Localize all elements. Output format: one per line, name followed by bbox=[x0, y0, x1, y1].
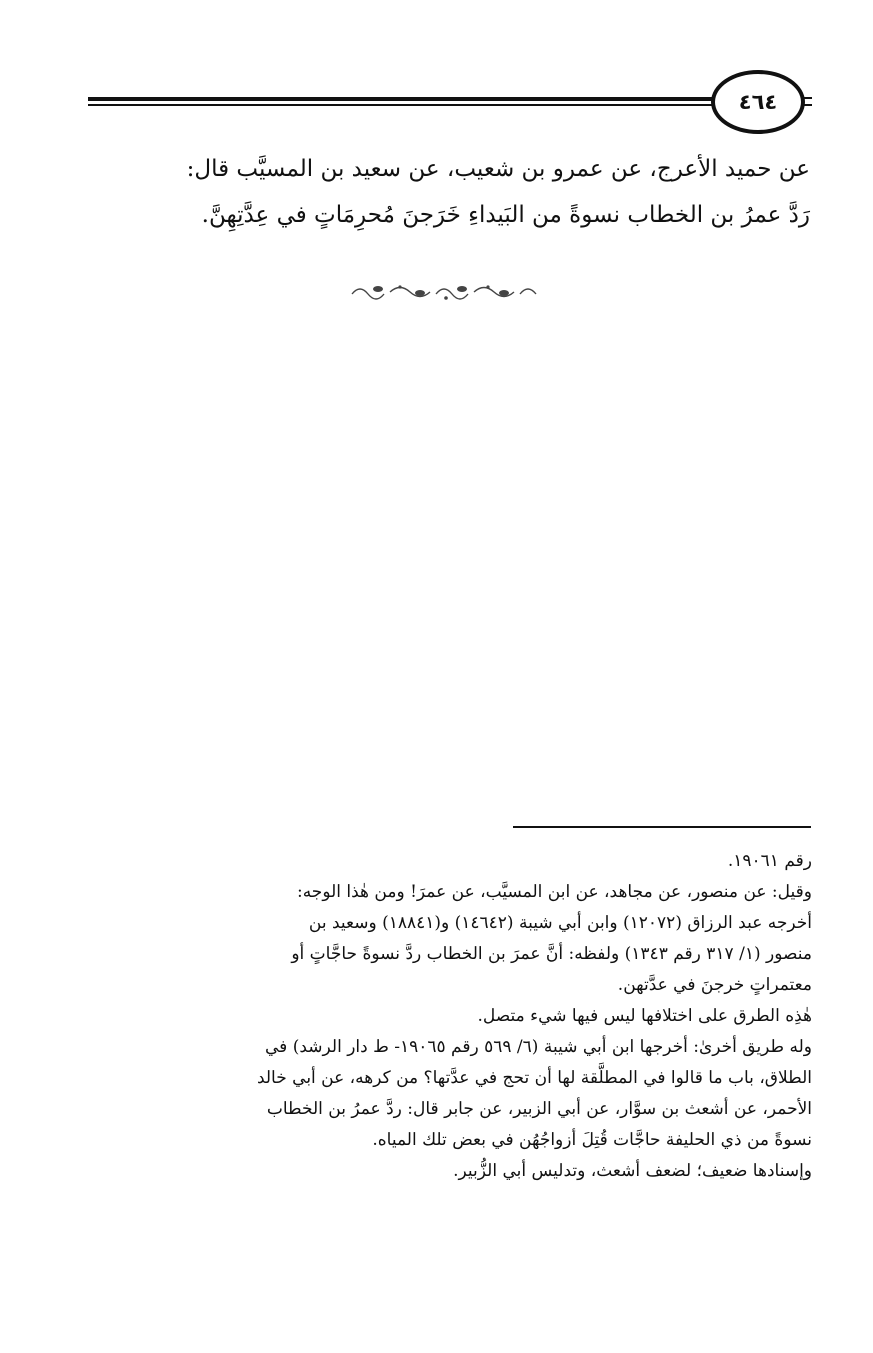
header-rule-thin bbox=[88, 104, 712, 106]
footnote-line: وله طريق أخرىٰ: أخرجها ابن أبي شيبة (٦/ ٥٦٩ رقم ١٩٠٦٥- ط دار الرشد) في bbox=[265, 1037, 812, 1057]
footnote-line: أخرجه عبد الرزاق (١٢٠٧٢) وابن أبي شيبة (١٤٦٤٢) و(١٨٨٤١) وسعيد بن bbox=[308, 913, 812, 933]
footnote-line: الأحمر، عن أشعث بن سوَّار، عن أبي الزبير، عن جابر قال: ردَّ عمرُ بن الخطاب bbox=[266, 1099, 812, 1119]
footnote-line: هٰذِه الطرق على اختلافها ليس فيها شيء متصل. bbox=[477, 1006, 812, 1026]
page-number: ٤٦٤ bbox=[711, 70, 805, 134]
footnote-line: الطلاق، باب ما قالوا في المطلَّقة لها أن تحج في عدَّتها؟ من كرهه، عن أبي خالد bbox=[256, 1068, 812, 1088]
header-rule-thick bbox=[88, 97, 712, 101]
footnote-line: معتمراتٍ خرجنَ في عدَّتهن. bbox=[617, 975, 812, 995]
floral-divider-icon bbox=[348, 278, 544, 304]
footnote-separator bbox=[513, 826, 811, 828]
footnote-line: نسوةً من ذي الحليفة حاجَّات قُتِلَ أزواجُهُن في بعض تلك المياه. bbox=[372, 1130, 812, 1150]
footnote-line: وقيل: عن منصور، عن مجاهد، عن ابن المسيَّب، عن عمرَ! ومن هٰذا الوجه: bbox=[296, 882, 812, 902]
footnote-line: منصور (١/ ٣١٧ رقم ١٣٤٣) ولفظه: أنَّ عمرَ بن الخطاب ردَّ نسوةً حاجَّاتٍ أو bbox=[291, 944, 812, 964]
footnote-line: وإسنادها ضعيف؛ لضعف أشعث، وتدليس أبي الزُّبير. bbox=[453, 1161, 812, 1181]
footnote-line: رقم ١٩٠٦١. bbox=[727, 851, 812, 871]
footnotes bbox=[60, 846, 812, 1187]
main-text-line: عن حميد الأعرج، عن عمرو بن شعيب، عن سعيد بن المسيَّب قال: bbox=[186, 156, 810, 182]
main-text-line: رَدَّ عمرُ بن الخطاب نسوةً من البَيداءِ خَرَجنَ مُحرِمَاتٍ في عِدَّتِهِنَّ. bbox=[201, 202, 810, 228]
main-text bbox=[80, 146, 810, 238]
